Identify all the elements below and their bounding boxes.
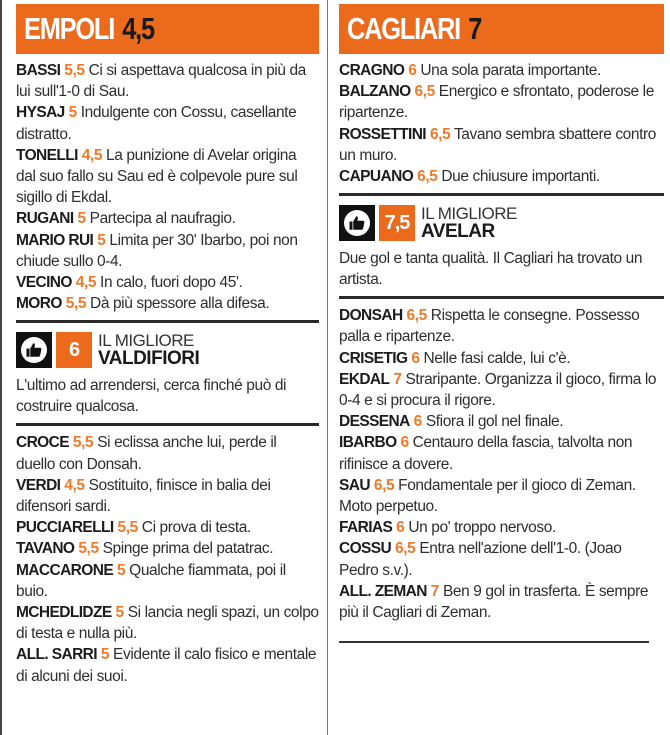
player-comment: Dà più spessore alla difesa.	[90, 295, 270, 313]
player-vote: 6,5	[417, 168, 438, 186]
player-vote: 5	[68, 104, 77, 122]
player-list	[339, 60, 664, 187]
player-vote: 6	[411, 349, 420, 367]
player-comment: Sostituito, finisce in balia dei difensori sardi.	[16, 476, 271, 516]
player-vote: 4,5	[64, 476, 85, 494]
best-description: Due gol e tanta qualità. Il Cagliari ha trovato un artista.	[339, 250, 643, 289]
player-name: DESSENA	[339, 413, 410, 431]
player-entry	[16, 272, 319, 293]
player-comment: Nelle fasi calde, lui c'è.	[423, 349, 571, 367]
player-vote: 5,5	[64, 62, 85, 79]
player-entry	[339, 369, 664, 411]
player-comment: Partecipa al naufragio.	[89, 210, 236, 228]
player-entry	[339, 475, 664, 517]
thumbs-up-icon	[16, 332, 52, 368]
player-name: TAVANO	[16, 540, 75, 558]
player-vote: 6	[396, 519, 405, 537]
cagliari-column	[329, 0, 670, 735]
player-entry	[339, 348, 664, 369]
empoli-header	[16, 4, 319, 54]
player-vote: 6,5	[373, 476, 395, 494]
player-name: MARIO RUI	[16, 231, 94, 249]
player-entry	[339, 432, 664, 474]
player-name: VECINO	[16, 274, 72, 292]
player-name: MCHEDLIDZE	[16, 604, 112, 622]
player-name: FARIAS	[339, 519, 393, 537]
player-entry	[16, 60, 319, 102]
player-name: ALL. ZEMAN	[339, 582, 427, 600]
best-player-box	[339, 202, 664, 244]
player-vote: 6	[408, 62, 417, 79]
player-list	[339, 305, 664, 623]
player-name: BASSI	[16, 62, 61, 79]
player-name: VERDI	[16, 476, 61, 494]
player-entry	[339, 81, 664, 123]
player-vote: 6,5	[414, 83, 435, 101]
player-comment: Ci prova di testa.	[141, 519, 251, 537]
player-vote: 5	[100, 646, 110, 664]
player-comment: Sfiora il gol nel finale.	[425, 413, 564, 431]
bottom-rule	[339, 641, 649, 643]
divider	[339, 296, 664, 299]
player-name: HYSAJ	[16, 104, 65, 122]
player-vote: 5,5	[72, 434, 94, 452]
player-entry	[339, 538, 664, 580]
player-vote: 5	[77, 210, 86, 228]
player-name: CROCE	[16, 434, 69, 452]
player-name: SAU	[339, 476, 370, 494]
player-vote: 6,5	[429, 125, 451, 143]
player-comment: Una sola parata importante.	[420, 62, 601, 79]
player-entry	[339, 517, 664, 538]
player-entry	[16, 602, 319, 644]
player-comment: Centauro della fascia, talvolta non rifinisce a dovere.	[339, 434, 633, 473]
player-vote: 5	[97, 231, 106, 249]
player-comment: Entra nell'azione dell'1-0. (Joao Pedro s.v.).	[339, 540, 622, 579]
player-name: EKDAL	[339, 370, 390, 388]
player-name: CRAGNO	[339, 62, 405, 79]
player-entry	[16, 560, 319, 602]
player-entry	[16, 432, 319, 474]
player-comment: Qualche fiammata, poi il buio.	[16, 561, 286, 600]
player-name: DONSAH	[339, 307, 403, 325]
player-comment: Evidente il calo fisico e mentale di alcuni dei suoi.	[16, 646, 317, 685]
player-vote: 5,5	[117, 519, 138, 537]
player-entry	[16, 230, 319, 272]
player-vote: 5	[117, 561, 126, 579]
player-comment: Indulgente con Cossu, casellante distratto.	[16, 104, 297, 143]
empoli-column	[0, 0, 328, 735]
player-entry	[339, 305, 664, 347]
best-label: IL MIGLIORE	[98, 331, 194, 351]
team-title: EMPOLI 4,5	[24, 11, 154, 46]
player-vote: 5	[115, 604, 124, 622]
player-entry	[16, 517, 319, 538]
player-vote: 6	[400, 434, 409, 452]
player-vote: 7	[393, 370, 402, 388]
player-name: BALZANO	[339, 83, 411, 101]
player-entry	[339, 166, 664, 187]
player-vote: 4,5	[81, 146, 103, 164]
player-entry	[16, 538, 319, 559]
divider	[16, 320, 319, 323]
player-comment: Spinge prima del patatrac.	[102, 540, 274, 558]
player-comment: Ben 9 gol in trasferta. È sempre più il Cagliari di Zeman.	[339, 582, 649, 622]
player-comment: Due chiusure importanti.	[441, 168, 600, 186]
player-vote: 7	[430, 582, 440, 600]
player-name: PUCCIARELLI	[16, 519, 114, 537]
player-entry	[339, 411, 664, 432]
best-name: VALDIFIORI	[98, 348, 200, 370]
team-title: CAGLIARI 7	[347, 11, 482, 46]
best-vote: 6	[56, 332, 92, 368]
best-vote: 7,5	[379, 205, 415, 241]
player-vote: 5,5	[65, 295, 87, 313]
player-comment: Energico e sfrontato, poderose le ripartenze.	[339, 83, 654, 122]
player-name: ALL. SARRI	[16, 646, 97, 664]
team-vote: 7	[468, 11, 482, 46]
best-label: IL MIGLIORE	[421, 204, 517, 224]
player-name: COSSU	[339, 540, 392, 558]
player-entry	[16, 644, 319, 686]
player-comment: Straripante. Organizza il gioco, firma lo 0-4 e si procura il rigore.	[339, 370, 657, 410]
player-vote: 4,5	[75, 274, 97, 292]
player-vote: 5,5	[78, 540, 99, 558]
thumbs-up-icon	[339, 205, 375, 241]
player-comment: Un po' troppo nervoso.	[408, 519, 556, 537]
player-name: ROSSETTINI	[339, 125, 427, 143]
best-name: AVELAR	[421, 221, 495, 243]
player-vote: 6	[413, 413, 422, 431]
player-name: MORO	[16, 295, 62, 313]
player-comment: Ci si aspettava qualcosa in più da lui sull'1-0 di Sau.	[16, 62, 306, 101]
best-player-box	[16, 329, 319, 371]
player-list	[16, 432, 319, 686]
player-comment: Fondamentale per il gioco di Zeman. Moto perpetuo.	[339, 476, 636, 516]
player-comment: Limita per 30' Ibarbo, poi non chiude sullo 0-4.	[16, 231, 298, 270]
player-list	[16, 60, 319, 314]
player-entry	[16, 145, 319, 209]
player-entry	[339, 60, 664, 81]
best-description: L'ultimo ad arrendersi, cerca finché può di costruire qualcosa.	[16, 377, 287, 416]
player-vote: 6,5	[395, 540, 416, 558]
player-comment: Si lancia negli spazi, un colpo di testa e nulla più.	[16, 604, 319, 643]
divider	[16, 423, 319, 426]
player-vote: 6,5	[406, 307, 427, 325]
player-name: CAPUANO	[339, 168, 414, 186]
player-comment: In calo, fuori dopo 45'.	[100, 274, 243, 292]
player-name: CRISETIG	[339, 349, 408, 367]
player-entry	[16, 475, 319, 517]
player-entry	[16, 208, 319, 229]
player-comment: La punizione di Avelar origina dal suo fallo su Sau ed è colpevole pure sul sigillo di Ekdal.	[16, 146, 298, 207]
divider	[339, 193, 664, 196]
player-name: IBARBO	[339, 434, 397, 452]
player-entry	[339, 124, 664, 166]
player-comment: Rispetta le consegne. Possesso palla e ripartenze.	[339, 307, 640, 346]
player-entry	[339, 581, 664, 623]
cagliari-header	[339, 4, 664, 54]
player-entry	[16, 293, 319, 314]
player-comment: Tavano sembra sbattere contro un muro.	[339, 125, 657, 164]
player-entry	[16, 102, 319, 144]
player-name: MACCARONE	[16, 561, 114, 579]
player-comment: Si eclissa anche lui, perde il duello con Donsah.	[16, 434, 277, 473]
player-name: TONELLI	[16, 146, 78, 164]
player-name: RUGANI	[16, 210, 74, 228]
team-vote: 4,5	[122, 11, 154, 46]
